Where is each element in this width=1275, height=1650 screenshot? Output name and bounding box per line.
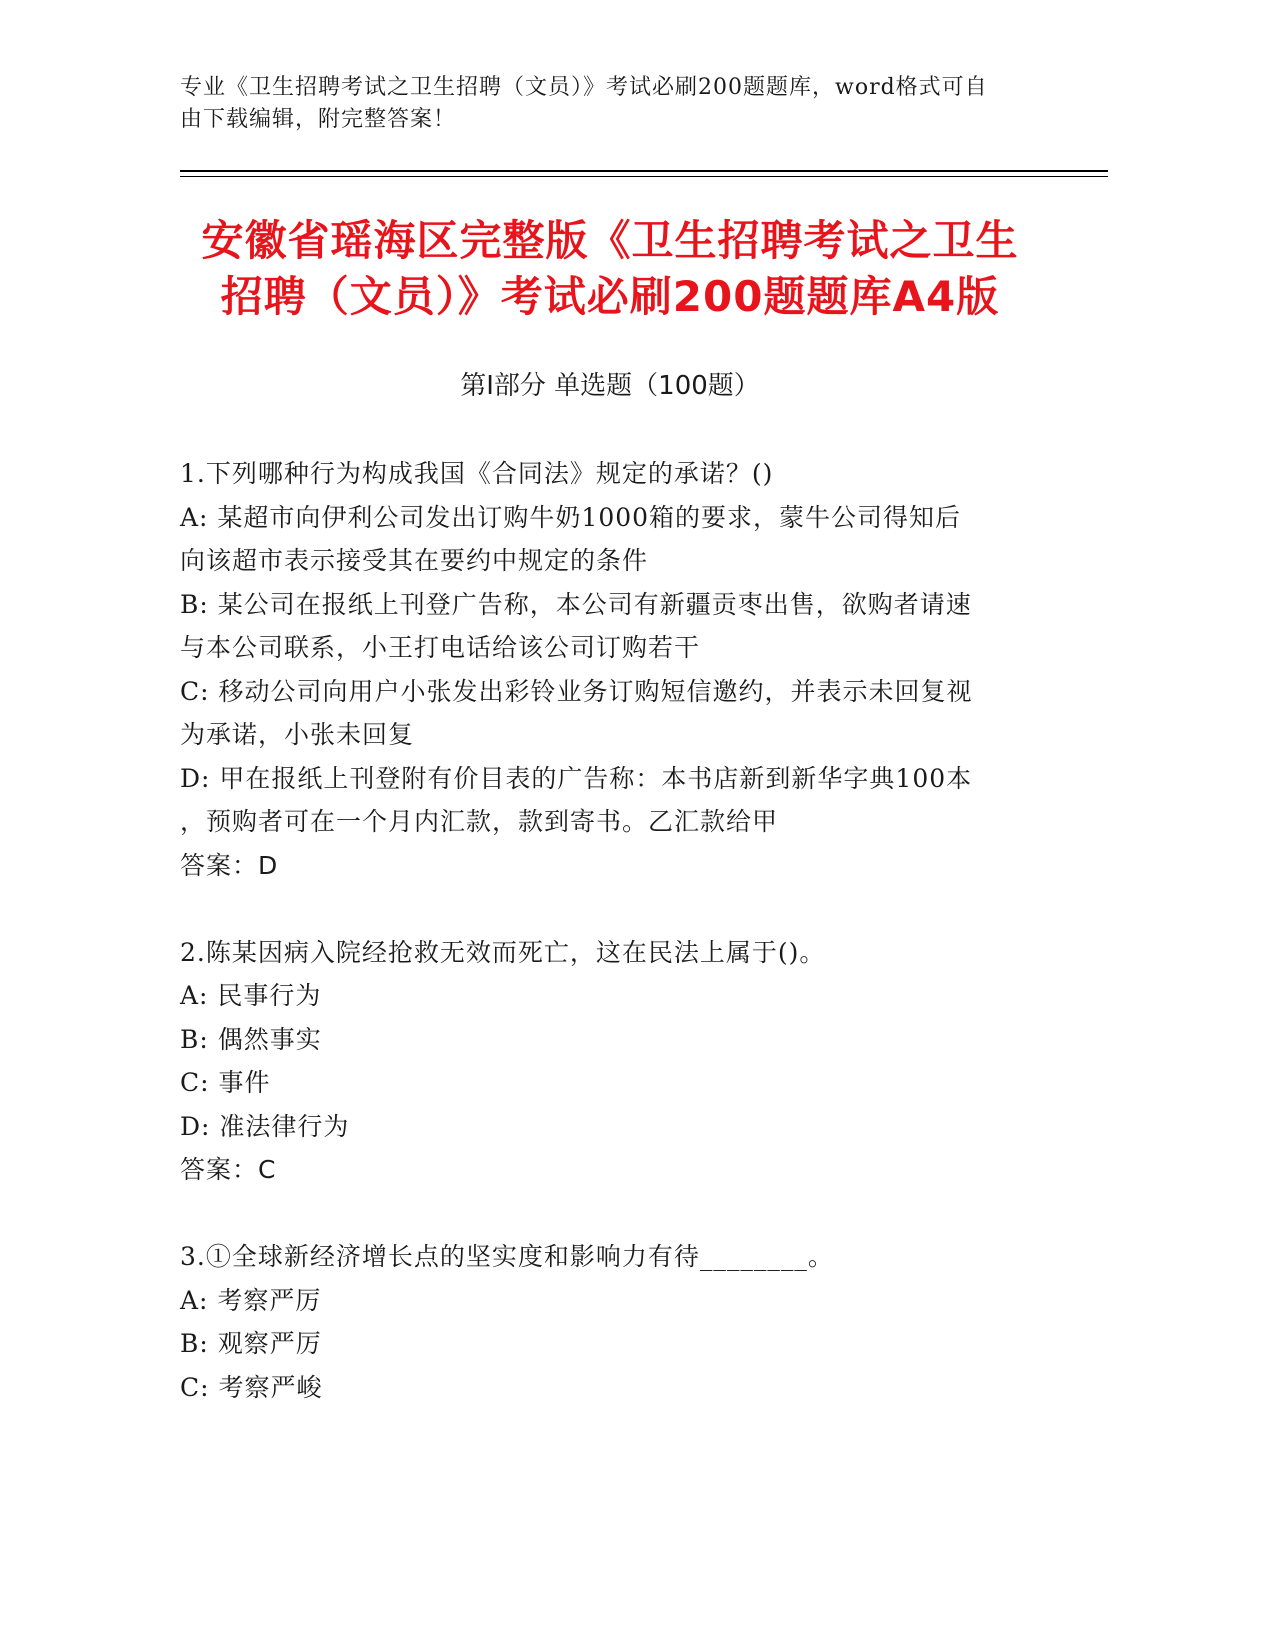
question-stem: 2.陈某因病入院经抢救无效而死亡，这在民法上属于()。: [180, 937, 826, 967]
question-1: [180, 452, 1040, 887]
section-heading: 第Ⅰ部分 单选题（100题）: [460, 371, 760, 401]
option-a: A: 民事行为: [180, 981, 322, 1010]
option-a-line-2: 向该超市表示接受其在要约中规定的条件: [180, 546, 649, 575]
option-c: C: 考察严峻: [180, 1372, 323, 1402]
option-a: A: 考察严厉: [180, 1285, 322, 1315]
option-d-line-2: ，预购者可在一个月内汇款，款到寄书。乙汇款给甲: [180, 807, 779, 836]
question-stem: 1.下列哪种行为构成我国《合同法》规定的承诺？(): [180, 459, 774, 488]
option-d-line-1: D: 甲在报纸上刊登附有价目表的广告称：本书店新到新华字典100本: [180, 763, 973, 793]
question-stem: 3.①全球新经济增长点的坚实度和影响力有待________。: [180, 1242, 834, 1271]
option-c-line-1: C: 移动公司向用户小张发出彩铃业务订购短信邀约，并表示未回复视: [180, 676, 973, 706]
header-rule-thin: [180, 176, 1108, 177]
option-c-line-2: 为承诺，小张未回复: [180, 720, 415, 749]
header-note-line-1: 专业《卫生招聘考试之卫生招聘（文员）》考试必刷200题题库，word格式可自: [180, 75, 988, 100]
header-note-line-2: 由下载编辑，附完整答案！: [180, 107, 457, 132]
document-title-line-2: 招聘（文员）》考试必刷200题题库A4版: [220, 272, 1000, 321]
option-b: B: 观察严厉: [180, 1329, 322, 1358]
option-a-line-1: A: 某超市向伊利公司发出订购牛奶1000箱的要求，蒙牛公司得知后: [180, 502, 962, 532]
option-b-line-1: B: 某公司在报纸上刊登广告称，本公司有新疆贡枣出售，欲购者请速: [180, 589, 972, 619]
header-note: [180, 72, 1040, 136]
question-list: [180, 452, 1040, 1453]
option-d: D: 准法律行为: [180, 1111, 350, 1141]
question-3: [180, 1235, 1040, 1409]
question-2: [180, 931, 1040, 1192]
header-rule-thick: [180, 170, 1108, 172]
answer-line: 答案：C: [180, 1155, 277, 1184]
option-c: C: 事件: [180, 1068, 271, 1097]
document-title: [180, 213, 1040, 325]
option-b-line-2: 与本公司联系，小王打电话给该公司订购若干: [180, 633, 701, 662]
document-title-line-1: 安徽省瑶海区完整版《卫生招聘考试之卫生: [201, 216, 1019, 265]
option-b: B: 偶然事实: [180, 1024, 322, 1054]
answer-line: 答案：D: [180, 850, 279, 880]
